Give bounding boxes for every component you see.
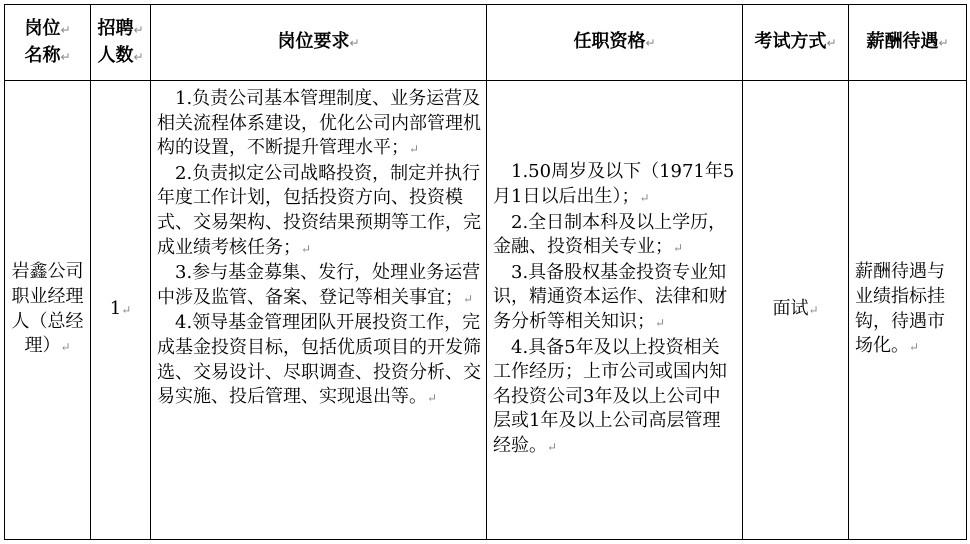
qualification-item: 1.50周岁及以下（1971年5月1日以后出生）；↵ xyxy=(493,161,735,208)
requirement-item: 2.负责拟定公司战略投资，制定并执行年度工作计划，包括投资方向、投资模式、交易架构、投资结果预期等工作，完成业绩考核任务；↵ xyxy=(157,162,481,258)
cell-compensation: 薪酬待遇与业绩指标挂钩，待遇市场化。↵ xyxy=(849,81,967,540)
header-exam-method: 考试方式↵ xyxy=(743,5,849,81)
cell-qualifications xyxy=(487,81,743,540)
header-compensation: 薪酬待遇↵ xyxy=(849,5,967,81)
job-table xyxy=(4,4,967,540)
cell-exam-method: 面试↵ xyxy=(743,81,849,540)
header-requirements: 岗位要求↵ xyxy=(151,5,487,81)
cell-requirements xyxy=(151,81,487,540)
requirement-item: 1.负责公司基本管理制度、业务运营及相关流程体系建设，优化公司内部管理机构的设置，不断提升管理水平；↵ xyxy=(157,88,481,159)
cell-position-name: 岩鑫公司职业经理人（总经理）↵ xyxy=(5,81,91,540)
qualification-item: 2.全日制本科及以上学历，金融、投资相关专业；↵ xyxy=(493,211,727,258)
header-headcount: 招聘↵ 人数↵ xyxy=(91,5,151,81)
qualification-item: 3.具备股权基金投资专业知识，精通资本运作、法律和财务分析等相关知识；↵ xyxy=(493,261,727,332)
table-row xyxy=(5,81,967,540)
qualification-item: 4.具备5年及以上投资相关工作经历；上市公司或国内知名投资公司3年及以上公司中层或1年及以上公司高层管理经验。↵ xyxy=(493,336,727,456)
header-row xyxy=(5,5,967,81)
header-qualifications: 任职资格↵ xyxy=(487,5,743,81)
requirement-item: 4.领导基金管理团队开展投资工作，完成基金投资目标，包括优质项目的开发筛选、交易设计、尽职调查、投资分析、交易实施、投后管理、实现退出等。↵ xyxy=(157,312,481,408)
requirement-item: 3.参与基金募集、发行，处理业务运营中涉及监管、备案、登记等相关事宜；↵ xyxy=(157,262,481,308)
cell-headcount: 1↵ xyxy=(91,81,151,540)
header-position-name: 岗位↵ 名称↵ xyxy=(5,5,91,81)
